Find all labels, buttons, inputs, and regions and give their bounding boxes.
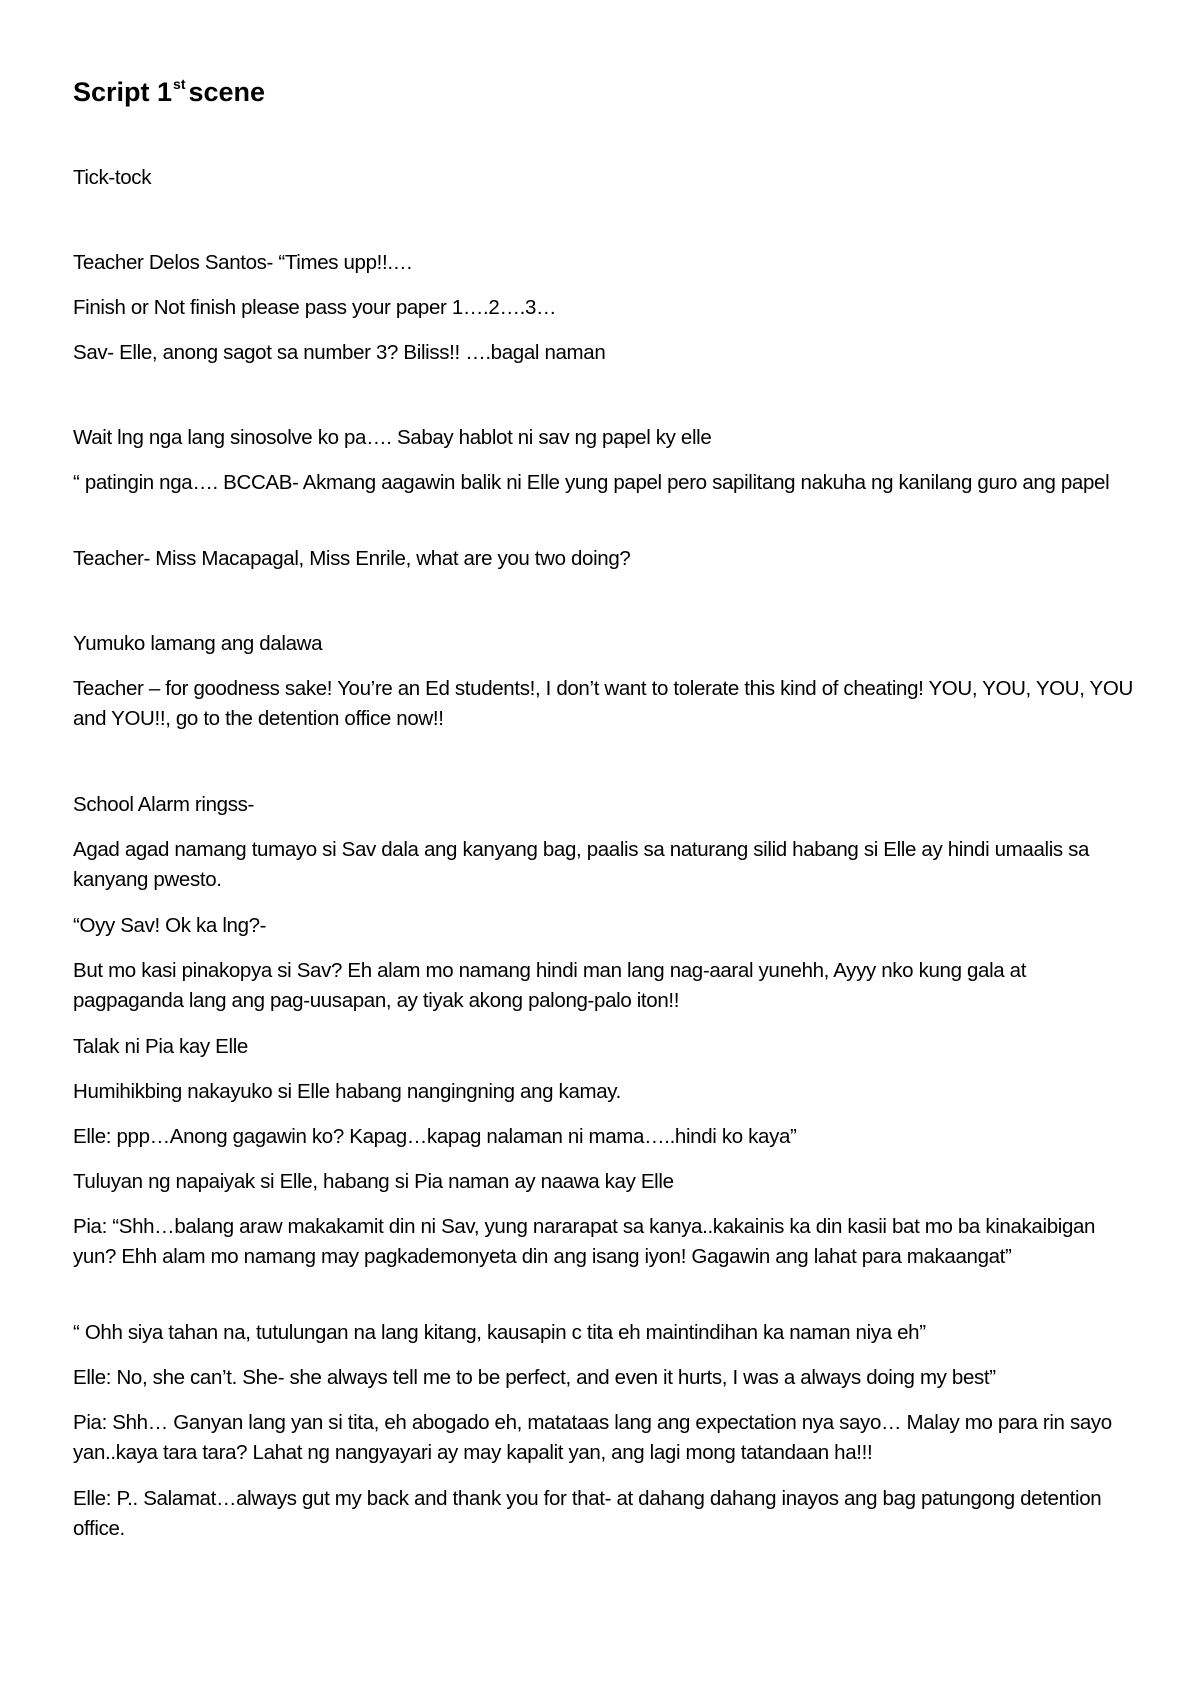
script-line: Yumuko lamang ang dalawa: [73, 632, 323, 655]
script-line: Teacher – for goodness sake! You’re an Ed students!, I don’t want to tolerate this kind of cheating! YOU, YOU, YOU, YOU and YOU!!, go to the detention office now!!: [73, 677, 1133, 730]
script-line: “ Ohh siya tahan na, tutulungan na lang kitang, kausapin c tita eh maintindihan ka naman niya eh”: [73, 1321, 926, 1344]
script-line: Elle: No, she can’t. She- she always tell me to be perfect, and even it hurts, I was a always doing my best”: [73, 1366, 996, 1389]
script-line: Elle: ppp…Anong gagawin ko? Kapag…kapag nalaman ni mama…..hindi ko kaya”: [73, 1125, 797, 1148]
script-line: Teacher Delos Santos- “Times upp!!.…: [73, 251, 413, 274]
script-line: Tuluyan ng napaiyak si Elle, habang si Pia naman ay naawa kay Elle: [73, 1170, 674, 1193]
script-line: School Alarm ringss-: [73, 793, 254, 816]
script-line: Wait lng nga lang sinosolve ko pa…. Sabay hablot ni sav ng papel ky elle: [73, 426, 712, 449]
title-main: Script 1: [73, 77, 173, 107]
script-line: Finish or Not finish please pass your paper 1….2….3…: [73, 296, 557, 319]
script-line: Talak ni Pia kay Elle: [73, 1035, 248, 1058]
script-line: Elle: P.. Salamat…always gut my back and thank you for that- at dahang dahang inayos ang bag patungong detention office.: [73, 1487, 1102, 1540]
script-line: Agad agad namang tumayo si Sav dala ang kanyang bag, paalis sa naturang silid habang si Elle ay hindi umaalis sa kanyang pwesto.: [73, 838, 1090, 891]
script-line: Sav- Elle, anong sagot sa number 3? Biliss!! ….bagal naman: [73, 341, 606, 364]
script-line: Teacher- Miss Macapagal, Miss Enrile, what are you two doing?: [73, 547, 631, 570]
script-line: “ patingin nga…. BCCAB- Akmang aagawin balik ni Elle yung papel pero sapilitang nakuha ng kanilang guro ang papel: [73, 471, 1110, 494]
script-line: Pia: “Shh…balang araw makakamit din ni Sav, yung nararapat sa kanya..kakainis ka din kasii bat mo ba kinakaibigan yun? Ehh alam mo namang may pagkademonyeta din ang isang iyon! Gagawin ang lahat para makaangat”: [73, 1215, 1096, 1268]
script-line-tick-tock: Tick-tock: [73, 166, 152, 189]
title-rest: scene: [188, 77, 266, 107]
script-line: Pia: Shh… Ganyan lang yan si tita, eh abogado eh, matataas lang ang expectation nya sayo… Malay mo para rin sayo yan..kaya tara tara? Lahat ng nangyayari ay may kapalit yan, ang lagi mong tatandaan ha!!!: [73, 1411, 1112, 1464]
script-line: Humihikbing nakayuko si Elle habang nangingning ang kamay.: [73, 1080, 621, 1103]
script-line: But mo kasi pinakopya si Sav? Eh alam mo namang hindi man lang nag-aaral yunehh, Ayyy nko kung gala at pagpaganda lang ang pag-uusapan, ay tiyak akong palong-palo iton!!: [73, 959, 1027, 1012]
script-line: “Oyy Sav! Ok ka lng?-: [73, 914, 267, 937]
title-superscript: st: [173, 76, 186, 92]
page-title: [73, 76, 265, 108]
